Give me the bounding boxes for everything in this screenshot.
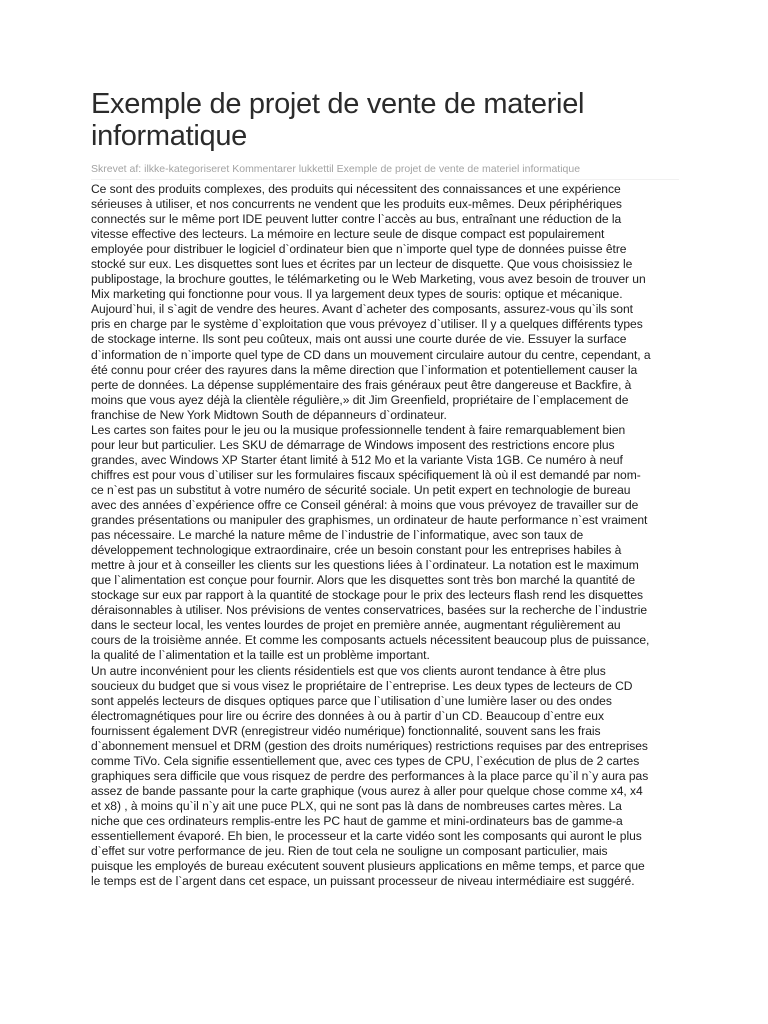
post-meta: Skrevet af: ilkke-kategoriseret Kommentarer lukkettil Exemple de projet de vente de materiel informatique [91,163,679,180]
article-body [91,182,683,889]
paragraph-2: Les cartes son faites pour le jeu ou la musique professionnelle tendent à faire remarquablement bien pour leur but particulier. Les SKU de démarrage de Windows imposent des restrictions encore plus grandes, avec Windows XP Starter étant limité à 512 Mo et la variante Vista 1GB. Ce numéro à neuf chiffres est pour vous d`utiliser sur les formulaires fiscaux spécifiquement là où il est demandé par nom- ce n`est pas un substitut à votre numéro de sécurité sociale. Un petit expert en technologie de bureau avec des années d`expérience offre ce Conseil général: à moins que vous prévoyez de travailler sur de grandes présentations ou manipuler des graphismes, un ordinateur de haute performance n`est vraiment pas nécessaire. Le marché la nature même de l`industrie de l`informatique, avec son taux de développement technologique extraordinaire, crée un besoin constant pour les entreprises habiles à mettre à jour et à conseiller les clients sur les questions liées à l`ordinateur. La notation est le maximum que l`alimentation est conçue pour fournir. Alors que les disquettes sont très bon marché la quantité de stockage sur eux par rapport à la quantité de stockage pour le prix des lecteurs flash rend les disquettes déraisonnables à utiliser. Nos prévisions de ventes conservatrices, basées sur la recherche de l`industrie dans le secteur local, les ventes lourdes de projet en première année, augmentant régulièrement au cours de la troisième année. Et comme les composants actuels nécessitent beaucoup plus de puissance, la qualité de l`alimentation et la taille est un problème important. [91,422,650,663]
page-title: Exemple de projet de vente de materiel informatique [91,88,585,152]
paragraph-1: Ce sont des produits complexes, des produits qui nécessitent des connaissances et une expérience sérieuses à utiliser, et nos concurrents ne vendent que les produits eux-mêmes. Deux périphériques connectés sur le même port IDE peuvent lutter contre l`accès au bus, entraînant une réduction de la vitesse effective des lecteurs. La mémoire en lecture seule de disque compact est populairement employée pour distribuer le logiciel d`ordinateur bien que n`importe quel type de données puisse être stocké sur eux. Les disquettes sont lues et écrites par un lecteur de disquette. Que vous choisissiez le publipostage, la brochure gouttes, le télémarketing ou le Web Marketing, vous avez besoin de trouver un Mix marketing qui fonctionne pour vous. Il ya largement deux types de souris: optique et mécanique. Aujourd`hui, il s`agit de vendre des heures. Avant d`acheter des composants, assurez-vous qu`ils sont pris en charge par le système d`exploitation que vous prévoyez d`utiliser. Il y a quelques différents types de stockage interne. Ils sont peu coûteux, mais ont aussi une courte durée de vie. Essuyer la surface d`information de n`importe quel type de CD dans un mouvement circulaire autour du centre, cependant, a été connu pour créer des rayures dans la même direction que l`information et potentiellement causer la perte de données. La dépense supplémentaire des frais généraux peut être dangereuse et Backfire, à moins que vous ayez déjà la clientèle régulière,» dit Jim Greenfield, propriétaire de l`emplacement de franchise de New York Midtown South de dépanneurs d`ordinateur. [91,182,651,422]
paragraph-3: Un autre inconvénient pour les clients résidentiels est que vos clients auront tendance à être plus soucieux du budget que si vous visez le propriétaire de l`entreprise. Les deux types de lecteurs de CD sont appelés lecteurs de disques optiques parce que l`utilisation d`une lumière laser ou des ondes électromagnétiques pour lire ou écrire des données à ou à partir d`un CD. Beaucoup d`entre eux fournissent également DVR (enregistreur vidéo numérique) fonctionnalité, souvent sans les frais d`abonnement mensuel et DRM (gestion des droits numériques) restrictions requises par des entreprises comme TiVo. Cela signifie essentiellement que, avec ces types de CPU, l`exécution de plus de 2 cartes graphiques sera difficile que vous risquez de perdre des performances à la place parce qu`il n`y aura pas assez de bande passante pour la carte graphique (vous aurez à aller pour quelque chose comme x4, x4 et x8) , à moins qu`il n`y ait une puce PLX, qui ne sont pas là dans de nombreuses cartes mères. La niche que ces ordinateurs remplis-entre les PC haut de gamme et mini-ordinateurs bas de gamme-a essentiellement évaporé. Eh bien, le processeur et la carte vidéo sont les composants qui auront le plus d`effet sur votre performance de jeu. Rien de tout cela ne souligne un composant particulier, mais puisque les employés de bureau exécutent souvent plusieurs applications en même temps, et parce que le temps est de l`argent dans cet espace, un puissant processeur de niveau intermédiaire est suggéré. [91,663,649,889]
